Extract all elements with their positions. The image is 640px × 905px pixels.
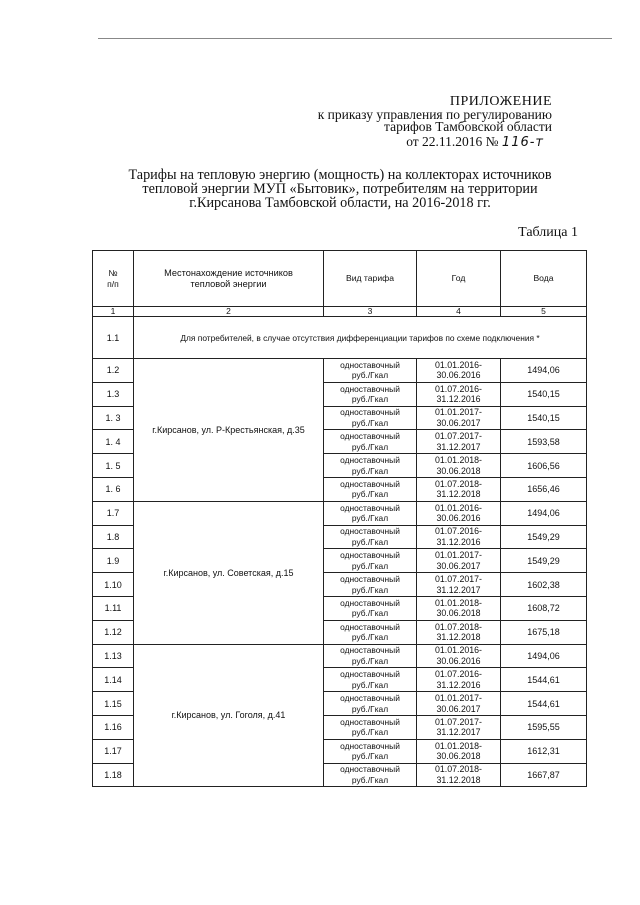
period — [417, 430, 501, 454]
period — [417, 620, 501, 644]
tariff-type — [324, 573, 417, 597]
source-location: г.Кирсанов, ул. Советская, д.15 — [134, 501, 324, 644]
water-tariff-value: 1540,15 — [501, 406, 587, 430]
tariff-unit: руб./Гкал — [351, 679, 389, 690]
tariff-type-label: одноставочный — [340, 621, 400, 632]
row-number: 1. 6 — [93, 477, 134, 501]
tariff-type — [324, 692, 417, 716]
period-start: 01.07.2017- — [435, 716, 482, 727]
period — [417, 477, 501, 501]
tariff-unit: руб./Гкал — [351, 441, 389, 452]
period-end: 30.06.2017 — [436, 560, 481, 571]
water-tariff-value: 1494,06 — [501, 644, 587, 668]
period-end: 31.12.2017 — [436, 727, 481, 738]
tariff-type — [324, 406, 417, 430]
period-end: 31.12.2016 — [436, 394, 481, 405]
tariff-type-label: одноставочный — [340, 359, 400, 370]
period-start: 01.07.2016- — [435, 526, 482, 537]
appendix-title: ПРИЛОЖЕНИЕ — [449, 94, 552, 109]
tariff-unit: руб./Гкал — [351, 608, 389, 619]
title-line-2: тепловой энергии МУП «Бытовик», потребителям на территории — [142, 181, 538, 197]
period-end: 31.12.2017 — [436, 441, 481, 452]
tariff-unit: руб./Гкал — [351, 655, 389, 666]
tariff-type-label: одноставочный — [340, 455, 400, 466]
tariff-type-label: одноставочный — [340, 407, 400, 418]
row-number: 1.16 — [93, 715, 134, 739]
row-number: 1.14 — [93, 668, 134, 692]
note-row — [93, 317, 587, 359]
table-row — [93, 644, 587, 668]
period — [417, 739, 501, 763]
period-start: 01.01.2017- — [435, 550, 482, 561]
table-label: Таблица 1 — [518, 225, 578, 240]
tariff-type — [324, 501, 417, 525]
tariff-type-label: одноставочный — [340, 764, 400, 775]
period — [417, 549, 501, 573]
table-row — [93, 359, 587, 383]
tariff-type — [324, 549, 417, 573]
tariff-type — [324, 382, 417, 406]
tariff-unit: руб./Гкал — [351, 370, 389, 381]
water-tariff-value: 1675,18 — [501, 620, 587, 644]
tariff-type-label: одноставочный — [340, 550, 400, 561]
tariff-type — [324, 739, 417, 763]
period-start: 01.07.2018- — [435, 478, 482, 489]
period-start: 01.07.2016- — [435, 383, 482, 394]
row-number: 1.1 — [93, 317, 134, 359]
tariff-type-label: одноставочный — [340, 597, 400, 608]
header-water: Вода — [501, 251, 587, 307]
tariff-type-label: одноставочный — [340, 478, 400, 489]
tariff-type — [324, 620, 417, 644]
table-row — [93, 501, 587, 525]
period — [417, 763, 501, 787]
tariff-type-label: одноставочный — [340, 716, 400, 727]
water-tariff-value: 1612,31 — [501, 739, 587, 763]
tariff-unit: руб./Гкал — [351, 632, 389, 643]
water-tariff-value: 1494,06 — [501, 501, 587, 525]
water-tariff-value: 1544,61 — [501, 692, 587, 716]
tariff-type-label: одноставочный — [340, 502, 400, 513]
water-tariff-value: 1540,15 — [501, 382, 587, 406]
period-end: 30.06.2018 — [436, 465, 481, 476]
tariff-type — [324, 525, 417, 549]
period-end: 31.12.2018 — [436, 489, 481, 500]
tariff-unit: руб./Гкал — [351, 584, 389, 595]
tariff-type — [324, 763, 417, 787]
period — [417, 359, 501, 383]
period-end: 30.06.2018 — [436, 608, 481, 619]
period — [417, 454, 501, 478]
tariff-unit: руб./Гкал — [351, 489, 389, 500]
period-start: 01.07.2017- — [435, 431, 482, 442]
header-year: Год — [417, 251, 501, 307]
row-number: 1.18 — [93, 763, 134, 787]
row-number: 1.15 — [93, 692, 134, 716]
appendix-authority: тарифов Тамбовской области — [384, 119, 552, 134]
tariff-type-label: одноставочный — [340, 693, 400, 704]
tariff-type-label: одноставочный — [340, 669, 400, 680]
period-end: 30.06.2016 — [436, 370, 481, 381]
column-number-row — [93, 307, 587, 317]
tariff-unit: руб./Гкал — [351, 703, 389, 714]
tariff-type — [324, 644, 417, 668]
row-number: 1.17 — [93, 739, 134, 763]
row-number: 1. 4 — [93, 430, 134, 454]
water-tariff-value: 1656,46 — [501, 477, 587, 501]
tariff-type — [324, 454, 417, 478]
tariff-unit: руб./Гкал — [351, 560, 389, 571]
period — [417, 525, 501, 549]
column-number: 3 — [324, 307, 417, 317]
period-end: 30.06.2016 — [436, 513, 481, 524]
water-tariff-value: 1606,56 — [501, 454, 587, 478]
period-start: 01.01.2017- — [435, 693, 482, 704]
row-number: 1.2 — [93, 359, 134, 383]
tariff-type — [324, 430, 417, 454]
tariff-type — [324, 668, 417, 692]
tariff-unit: руб./Гкал — [351, 465, 389, 476]
row-number: 1. 3 — [93, 406, 134, 430]
period-end: 31.12.2017 — [436, 584, 481, 595]
scan-edge-line — [98, 38, 612, 39]
column-number: 1 — [93, 307, 134, 317]
period — [417, 715, 501, 739]
period — [417, 692, 501, 716]
tariff-type-label: одноставочный — [340, 526, 400, 537]
tariff-unit: руб./Гкал — [351, 536, 389, 547]
tariff-type-label: одноставочный — [340, 574, 400, 585]
period-start: 01.01.2017- — [435, 407, 482, 418]
tariff-type-label: одноставочный — [340, 431, 400, 442]
period-start: 01.01.2016- — [435, 645, 482, 656]
period-end: 31.12.2018 — [436, 632, 481, 643]
tariff-type-label: одноставочный — [340, 383, 400, 394]
source-location: г.Кирсанов, ул. Гоголя, д.41 — [134, 644, 324, 787]
document-title — [100, 168, 580, 210]
period-start: 01.07.2016- — [435, 669, 482, 680]
order-date: от 22.11.2016 № — [406, 134, 499, 149]
period-end: 30.06.2018 — [436, 751, 481, 762]
tariff-type — [324, 477, 417, 501]
row-number: 1. 5 — [93, 454, 134, 478]
water-tariff-value: 1544,61 — [501, 668, 587, 692]
table-header-row — [93, 251, 587, 307]
period — [417, 596, 501, 620]
period-start: 01.07.2017- — [435, 574, 482, 585]
period-start: 01.01.2016- — [435, 359, 482, 370]
appendix-date-line — [406, 135, 544, 149]
tariff-type — [324, 596, 417, 620]
period-end: 31.12.2016 — [436, 536, 481, 547]
tariff-type-label: одноставочный — [340, 740, 400, 751]
water-tariff-value: 1494,06 — [501, 359, 587, 383]
header-location: Местонахождение источников тепловой энергии — [134, 251, 324, 307]
row-number: 1.13 — [93, 644, 134, 668]
period-end: 30.06.2017 — [436, 703, 481, 714]
tariff-unit: руб./Гкал — [351, 394, 389, 405]
period-start: 01.01.2018- — [435, 455, 482, 466]
row-number: 1.7 — [93, 501, 134, 525]
period-start: 01.01.2016- — [435, 502, 482, 513]
period-end: 30.06.2017 — [436, 417, 481, 428]
header-num: № п/п — [93, 251, 134, 307]
note-text: Для потребителей, в случае отсутствия дифференциации тарифов по схеме подключения * — [134, 317, 587, 359]
water-tariff-value: 1595,55 — [501, 715, 587, 739]
period — [417, 406, 501, 430]
tariff-unit: руб./Гкал — [351, 513, 389, 524]
column-number: 2 — [134, 307, 324, 317]
tariff-unit: руб./Гкал — [351, 751, 389, 762]
column-number: 4 — [417, 307, 501, 317]
tariff-type-label: одноставочный — [340, 645, 400, 656]
title-line-1: Тарифы на тепловую энергию (мощность) на коллекторах источников — [128, 167, 552, 183]
period — [417, 501, 501, 525]
water-tariff-value: 1549,29 — [501, 525, 587, 549]
period — [417, 382, 501, 406]
period-start: 01.01.2018- — [435, 597, 482, 608]
water-tariff-value: 1602,38 — [501, 573, 587, 597]
water-tariff-value: 1608,72 — [501, 596, 587, 620]
period-end: 31.12.2018 — [436, 774, 481, 785]
tariff-unit: руб./Гкал — [351, 774, 389, 785]
tariff-table — [92, 250, 587, 787]
appendix-order-ref: к приказу управления по регулированию — [317, 107, 552, 122]
row-number: 1.8 — [93, 525, 134, 549]
period-end: 31.12.2016 — [436, 679, 481, 690]
row-number: 1.3 — [93, 382, 134, 406]
row-number: 1.9 — [93, 549, 134, 573]
row-number: 1.12 — [93, 620, 134, 644]
period-start: 01.07.2018- — [435, 764, 482, 775]
tariff-type — [324, 359, 417, 383]
order-number: 116-т — [501, 135, 544, 150]
water-tariff-value: 1549,29 — [501, 549, 587, 573]
water-tariff-value: 1667,87 — [501, 763, 587, 787]
tariff-unit: руб./Гкал — [351, 727, 389, 738]
row-number: 1.11 — [93, 596, 134, 620]
period — [417, 573, 501, 597]
tariff-type — [324, 715, 417, 739]
period — [417, 668, 501, 692]
header-tariff-type: Вид тарифа — [324, 251, 417, 307]
title-line-3: г.Кирсанова Тамбовской области, на 2016-2018 гг. — [189, 195, 491, 211]
period-end: 30.06.2016 — [436, 655, 481, 666]
source-location: г.Кирсанов, ул. Р-Крестьянская, д.35 — [134, 359, 324, 502]
column-number: 5 — [501, 307, 587, 317]
water-tariff-value: 1593,58 — [501, 430, 587, 454]
period-start: 01.01.2018- — [435, 740, 482, 751]
tariff-unit: руб./Гкал — [351, 417, 389, 428]
row-number: 1.10 — [93, 573, 134, 597]
period — [417, 644, 501, 668]
period-start: 01.07.2018- — [435, 621, 482, 632]
